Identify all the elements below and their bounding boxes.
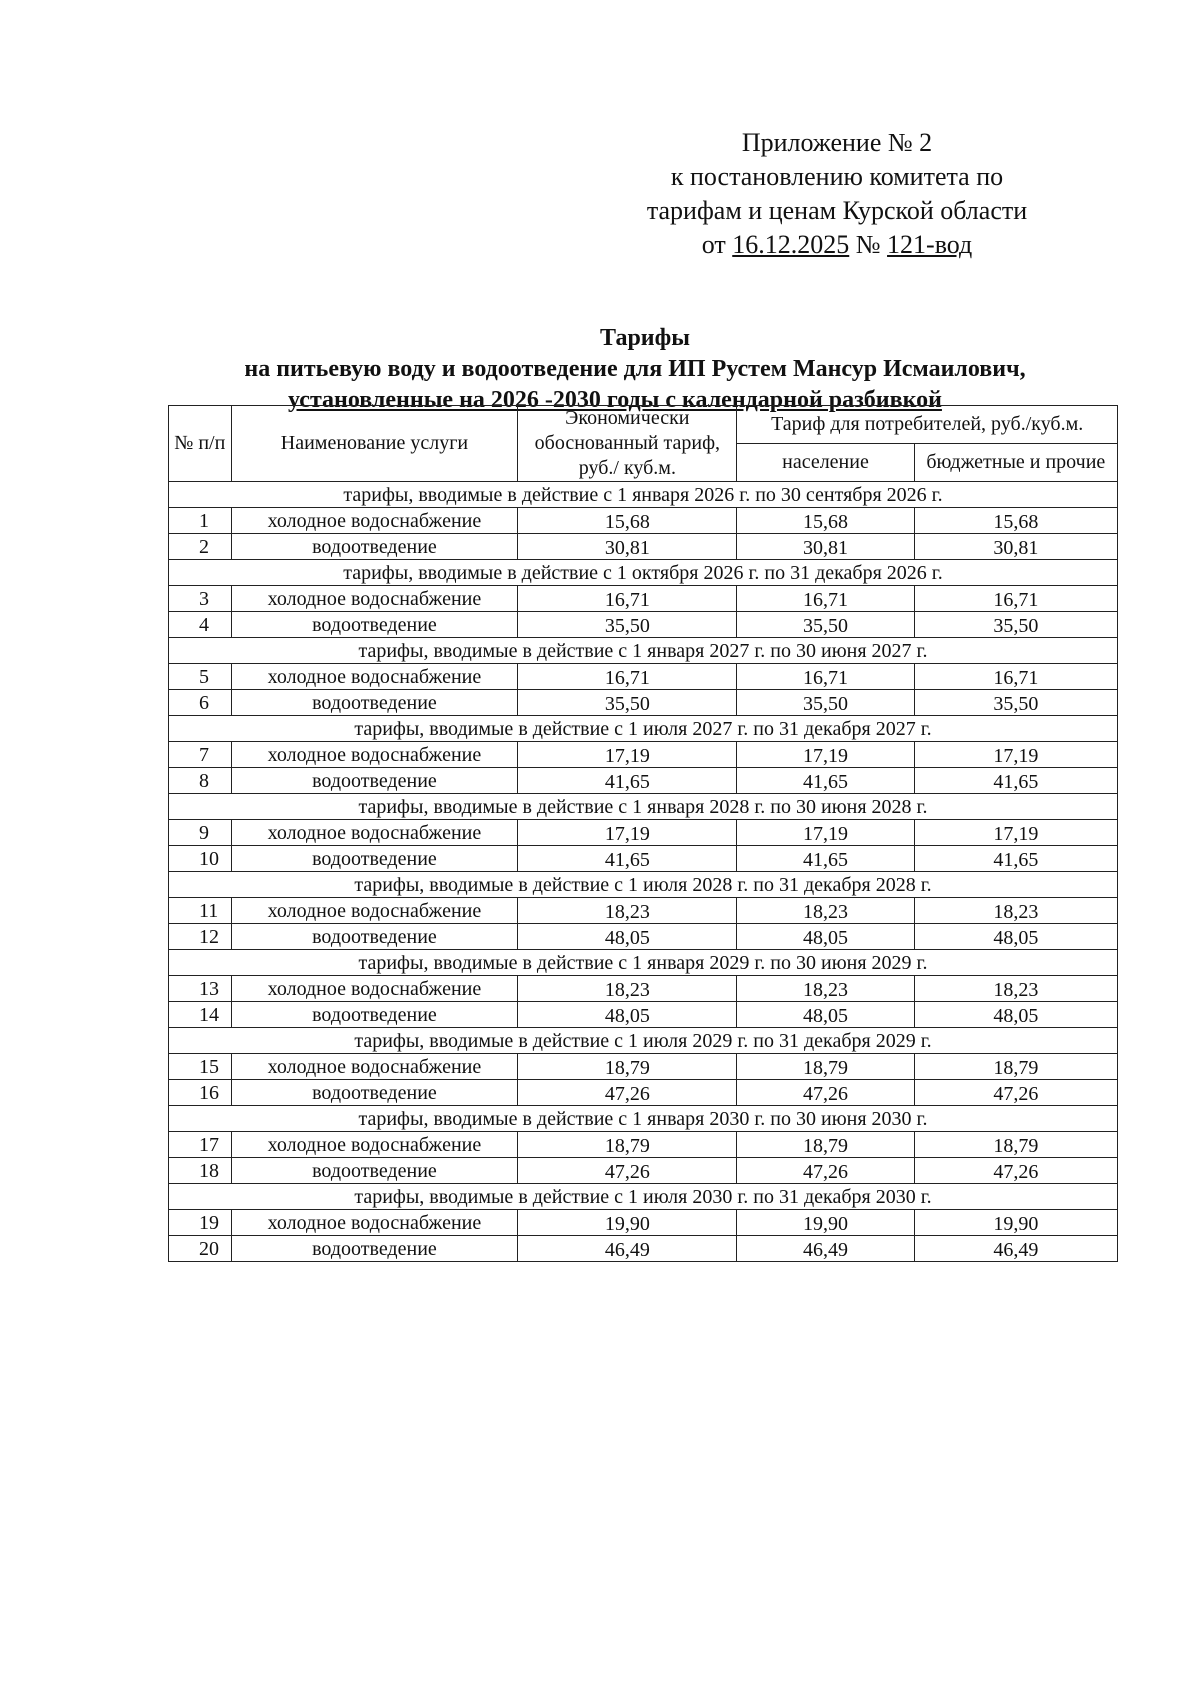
economic-tariff-value: 17,19 xyxy=(518,820,737,846)
population-tariff-value: 35,50 xyxy=(737,612,914,638)
row-number: 11 xyxy=(169,898,232,924)
service-name: водоотведение xyxy=(231,924,518,950)
budget-tariff-value: 16,71 xyxy=(914,586,1117,612)
economic-tariff-value: 17,19 xyxy=(518,742,737,768)
economic-tariff-value: 41,65 xyxy=(518,846,737,872)
service-name: водоотведение xyxy=(231,1158,518,1184)
budget-tariff-value: 46,49 xyxy=(914,1236,1117,1262)
economic-tariff-value: 16,71 xyxy=(518,664,737,690)
row-number: 13 xyxy=(169,976,232,1002)
service-name: водоотведение xyxy=(231,690,518,716)
population-tariff-value: 18,23 xyxy=(737,976,914,1002)
economic-tariff-value: 47,26 xyxy=(518,1080,737,1106)
service-name: водоотведение xyxy=(231,1002,518,1028)
period-row xyxy=(169,950,1118,976)
tariff-table-body xyxy=(169,482,1118,1262)
period-label: тарифы, вводимые в действие с 1 января 2030 г. по 30 июня 2030 г. xyxy=(169,1106,1118,1132)
budget-tariff-value: 47,26 xyxy=(914,1158,1117,1184)
economic-tariff-value: 15,68 xyxy=(518,508,737,534)
row-number: 10 xyxy=(169,846,232,872)
header-consumer-tariff: Тариф для потребителей, руб./куб.м. xyxy=(737,406,1118,444)
service-name: водоотведение xyxy=(231,1080,518,1106)
row-number: 12 xyxy=(169,924,232,950)
row-number: 3 xyxy=(169,586,232,612)
row-number: 8 xyxy=(169,768,232,794)
economic-tariff-value: 35,50 xyxy=(518,612,737,638)
population-tariff-value: 18,23 xyxy=(737,898,914,924)
period-row xyxy=(169,1184,1118,1210)
service-name: водоотведение xyxy=(231,534,518,560)
service-name: водоотведение xyxy=(231,846,518,872)
appendix-committee-line: тарифам и ценам Курской области xyxy=(646,196,1028,225)
appendix-decree-line: к постановлению комитета по xyxy=(670,162,1004,191)
row-number: 1 xyxy=(169,508,232,534)
tariff-table xyxy=(168,405,1118,1262)
budget-tariff-value: 16,71 xyxy=(914,664,1117,690)
budget-tariff-value: 48,05 xyxy=(914,924,1117,950)
budget-tariff-value: 17,19 xyxy=(914,820,1117,846)
row-number: 16 xyxy=(169,1080,232,1106)
period-label: тарифы, вводимые в действие с 1 января 2029 г. по 30 июня 2029 г. xyxy=(169,950,1118,976)
table-row xyxy=(169,1002,1118,1028)
budget-tariff-value: 18,23 xyxy=(914,898,1117,924)
row-number: 2 xyxy=(169,534,232,560)
row-number: 14 xyxy=(169,1002,232,1028)
service-name: холодное водоснабжение xyxy=(231,742,518,768)
table-row xyxy=(169,690,1118,716)
population-tariff-value: 46,49 xyxy=(737,1236,914,1262)
period-label: тарифы, вводимые в действие с 1 июля 2029 г. по 31 декабря 2029 г. xyxy=(169,1028,1118,1054)
period-row xyxy=(169,482,1118,508)
economic-tariff-value: 16,71 xyxy=(518,586,737,612)
economic-tariff-value: 48,05 xyxy=(518,1002,737,1028)
row-number: 5 xyxy=(169,664,232,690)
service-name: водоотведение xyxy=(231,1236,518,1262)
population-tariff-value: 18,79 xyxy=(737,1054,914,1080)
title-line-3: установленные на 2026 -2030 годы с календарной разбивкой xyxy=(288,387,942,413)
table-row xyxy=(169,1236,1118,1262)
period-label: тарифы, вводимые в действие с 1 января 2026 г. по 30 сентября 2026 г. xyxy=(169,482,1118,508)
service-name: холодное водоснабжение xyxy=(231,898,518,924)
document-title xyxy=(0,323,1200,416)
budget-tariff-value: 15,68 xyxy=(914,508,1117,534)
budget-tariff-value: 18,23 xyxy=(914,976,1117,1002)
appendix-number-prefix: № xyxy=(855,230,881,259)
period-label: тарифы, вводимые в действие с 1 июля 2027 г. по 31 декабря 2027 г. xyxy=(169,716,1118,742)
economic-tariff-value: 18,23 xyxy=(518,976,737,1002)
service-name: водоотведение xyxy=(231,768,518,794)
budget-tariff-value: 35,50 xyxy=(914,690,1117,716)
table-row xyxy=(169,612,1118,638)
table-row xyxy=(169,1132,1118,1158)
period-row xyxy=(169,1106,1118,1132)
period-label: тарифы, вводимые в действие с 1 июля 2030 г. по 31 декабря 2030 г. xyxy=(169,1184,1118,1210)
appendix-title: Приложение № 2 xyxy=(741,128,933,157)
table-row xyxy=(169,976,1118,1002)
table-row xyxy=(169,742,1118,768)
service-name: холодное водоснабжение xyxy=(231,976,518,1002)
row-number: 9 xyxy=(169,820,232,846)
population-tariff-value: 48,05 xyxy=(737,924,914,950)
population-tariff-value: 18,79 xyxy=(737,1132,914,1158)
table-row xyxy=(169,586,1118,612)
service-name: холодное водоснабжение xyxy=(231,820,518,846)
table-row xyxy=(169,1210,1118,1236)
service-name: холодное водоснабжение xyxy=(231,586,518,612)
table-row xyxy=(169,924,1118,950)
row-number: 6 xyxy=(169,690,232,716)
appendix-date-line xyxy=(607,228,1067,262)
budget-tariff-value: 18,79 xyxy=(914,1132,1117,1158)
header-economic-tariff: Экономически обоснованный тариф, руб./ куб.м. xyxy=(518,406,737,482)
economic-tariff-value: 46,49 xyxy=(518,1236,737,1262)
economic-tariff-value: 41,65 xyxy=(518,768,737,794)
population-tariff-value: 30,81 xyxy=(737,534,914,560)
table-row xyxy=(169,534,1118,560)
table-row xyxy=(169,768,1118,794)
header-budget: бюджетные и прочие xyxy=(914,444,1117,482)
service-name: холодное водоснабжение xyxy=(231,1210,518,1236)
population-tariff-value: 41,65 xyxy=(737,846,914,872)
population-tariff-value: 17,19 xyxy=(737,820,914,846)
population-tariff-value: 48,05 xyxy=(737,1002,914,1028)
population-tariff-value: 17,19 xyxy=(737,742,914,768)
economic-tariff-value: 48,05 xyxy=(518,924,737,950)
table-row xyxy=(169,664,1118,690)
row-number: 20 xyxy=(169,1236,232,1262)
row-number: 17 xyxy=(169,1132,232,1158)
budget-tariff-value: 19,90 xyxy=(914,1210,1117,1236)
period-row xyxy=(169,638,1118,664)
service-name: холодное водоснабжение xyxy=(231,508,518,534)
header-population: население xyxy=(737,444,914,482)
table-row xyxy=(169,1080,1118,1106)
title-line-2: на питьевую воду и водоотведение для ИП Рустем Мансур Исмаилович, xyxy=(244,356,1026,382)
appendix-from-prefix: от xyxy=(701,230,726,259)
economic-tariff-value: 18,79 xyxy=(518,1054,737,1080)
population-tariff-value: 15,68 xyxy=(737,508,914,534)
period-row xyxy=(169,794,1118,820)
economic-tariff-value: 18,23 xyxy=(518,898,737,924)
population-tariff-value: 35,50 xyxy=(737,690,914,716)
row-number: 15 xyxy=(169,1054,232,1080)
row-number: 19 xyxy=(169,1210,232,1236)
appendix-number: 121-вод xyxy=(887,230,973,259)
table-row xyxy=(169,846,1118,872)
header-number: № п/п xyxy=(169,406,232,482)
service-name: холодное водоснабжение xyxy=(231,1132,518,1158)
population-tariff-value: 47,26 xyxy=(737,1080,914,1106)
population-tariff-value: 16,71 xyxy=(737,586,914,612)
period-row xyxy=(169,560,1118,586)
economic-tariff-value: 18,79 xyxy=(518,1132,737,1158)
period-row xyxy=(169,872,1118,898)
row-number: 7 xyxy=(169,742,232,768)
population-tariff-value: 47,26 xyxy=(737,1158,914,1184)
table-row xyxy=(169,820,1118,846)
budget-tariff-value: 17,19 xyxy=(914,742,1117,768)
period-row xyxy=(169,716,1118,742)
table-row xyxy=(169,508,1118,534)
table-row xyxy=(169,1158,1118,1184)
appendix-block xyxy=(607,126,1067,262)
economic-tariff-value: 35,50 xyxy=(518,690,737,716)
period-label: тарифы, вводимые в действие с 1 января 2028 г. по 30 июня 2028 г. xyxy=(169,794,1118,820)
economic-tariff-value: 30,81 xyxy=(518,534,737,560)
population-tariff-value: 16,71 xyxy=(737,664,914,690)
population-tariff-value: 19,90 xyxy=(737,1210,914,1236)
service-name: холодное водоснабжение xyxy=(231,664,518,690)
period-label: тарифы, вводимые в действие с 1 января 2027 г. по 30 июня 2027 г. xyxy=(169,638,1118,664)
period-row xyxy=(169,1028,1118,1054)
population-tariff-value: 41,65 xyxy=(737,768,914,794)
budget-tariff-value: 30,81 xyxy=(914,534,1117,560)
budget-tariff-value: 35,50 xyxy=(914,612,1117,638)
table-row xyxy=(169,898,1118,924)
appendix-date: 16.12.2025 xyxy=(732,230,850,259)
budget-tariff-value: 18,79 xyxy=(914,1054,1117,1080)
service-name: водоотведение xyxy=(231,612,518,638)
economic-tariff-value: 19,90 xyxy=(518,1210,737,1236)
budget-tariff-value: 41,65 xyxy=(914,768,1117,794)
row-number: 18 xyxy=(169,1158,232,1184)
service-name: холодное водоснабжение xyxy=(231,1054,518,1080)
table-row xyxy=(169,1054,1118,1080)
economic-tariff-value: 47,26 xyxy=(518,1158,737,1184)
budget-tariff-value: 47,26 xyxy=(914,1080,1117,1106)
row-number: 4 xyxy=(169,612,232,638)
period-label: тарифы, вводимые в действие с 1 июля 2028 г. по 31 декабря 2028 г. xyxy=(169,872,1118,898)
budget-tariff-value: 41,65 xyxy=(914,846,1117,872)
period-label: тарифы, вводимые в действие с 1 октября 2026 г. по 31 декабря 2026 г. xyxy=(169,560,1118,586)
title-line-1: Тарифы xyxy=(600,325,690,351)
header-service: Наименование услуги xyxy=(231,406,518,482)
budget-tariff-value: 48,05 xyxy=(914,1002,1117,1028)
